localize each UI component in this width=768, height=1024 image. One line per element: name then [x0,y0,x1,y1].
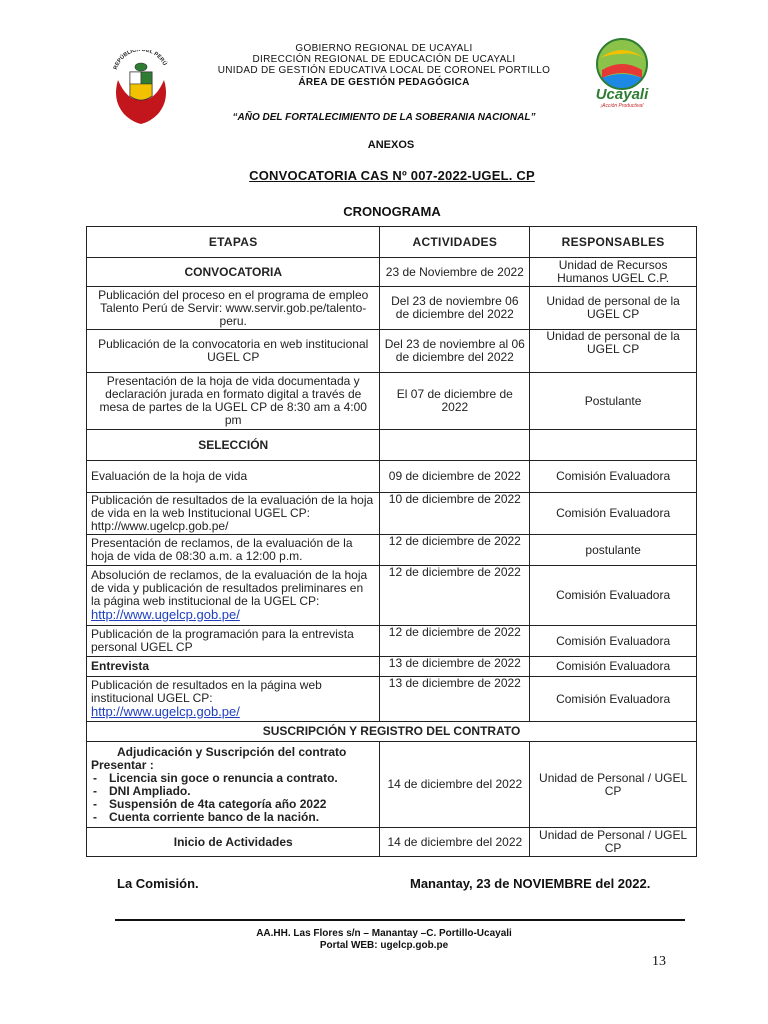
signoff-comision: La Comisión. [117,876,199,891]
ugelcp-link[interactable]: http://www.ugelcp.gob.pe/ [91,607,240,622]
row-actividad: 13 de diciembre de 2022 [380,657,530,677]
row-responsable: Comisión Evaluadora [530,657,697,677]
footer-divider [115,919,685,921]
row-etapa-cell [87,677,380,722]
row-etapa: Publicación de resultados en la página web institucional UGEL CP: [91,678,322,705]
header-actividades: ACTIVIDADES [380,227,530,258]
row-etapa: Publicación de la convocatoria en web institucional UGEL CP [87,330,380,373]
row-responsable: Unidad de Personal / UGEL CP [530,742,697,828]
section-seleccion: SELECCIÓN [87,430,380,461]
row-responsable: Unidad de personal de la UGEL CP [530,330,697,373]
table-row [87,493,697,535]
slogan: “AÑO DEL FORTALECIMIENTO DE LA SOBERANIA NACIONAL” [232,112,536,123]
table-row [87,566,697,626]
row-etapa-cell [87,566,380,626]
row-responsable: Postulante [530,373,697,430]
page-number: 13 [652,954,666,969]
header-etapas: ETAPAS [87,227,380,258]
list-item: - DNI Ampliado. [109,785,375,798]
row-responsable: Comisión Evaluadora [530,566,697,626]
table-row [87,742,697,828]
row-etapa: Presentación de reclamos, de la evaluación de la hoja de vida de 08:30 a.m. a 12:00 p.m. [87,535,380,566]
row-responsable: Comisión Evaluadora [530,461,697,493]
table-row [87,677,697,722]
row-actividad: El 07 de diciembre de 2022 [380,373,530,430]
table-header-row [87,227,697,258]
header-unidad: UNIDAD DE GESTIÓN EDUCATIVA LOCAL DE CORONEL PORTILLO [217,65,551,76]
list-item: - Cuenta corriente banco de la nación. [109,811,375,824]
table-row [87,258,697,287]
row-etapa: Absolución de reclamos, de la evaluación de la hoja de vida y publicación de resultados preliminares en la página web institucional de la UGEL CP: [91,568,368,608]
table-row [87,657,697,677]
header-responsables: RESPONSABLES [530,227,697,258]
cronograma-table [86,226,697,857]
row-actividad: 13 de diciembre de 2022 [380,677,530,722]
svg-text:REPÚBLICA DEL PERÚ: REPÚBLICA DEL PERÚ [112,50,168,71]
row-actividad: 09 de diciembre de 2022 [380,461,530,493]
row-etapa: Entrevista [87,657,380,677]
row-actividad: 14 de diciembre del 2022 [380,828,530,857]
empty-cell [530,430,697,461]
row-etapa: Publicación de resultados de la evaluación de la hoja de vida en la web Institucional UGEL CP: http://www.ugelcp.gob.pe/ [87,493,380,535]
requirements-list [91,772,375,824]
document-title: CONVOCATORIA CAS Nº 007-2022-UGEL. CP [249,168,535,183]
row-actividad: Del 23 de noviembre al 06 de diciembre del 2022 [380,330,530,373]
header-area: ÁREA DE GESTIÓN PEDAGÓGICA [298,77,470,88]
signoff-date: Manantay, 23 de NOVIEMBRE del 2022. [410,876,651,891]
row-actividad: 14 de diciembre del 2022 [380,742,530,828]
row-actividad: 12 de diciembre de 2022 [380,535,530,566]
header-direccion: DIRECCIÓN REGIONAL DE EDUCACIÓN DE UCAYALI [252,54,516,65]
row-etapa: Publicación de la programación para la entrevista personal UGEL CP [87,626,380,657]
table-row [87,461,697,493]
row-etapa: Inicio de Actividades [87,828,380,857]
row-actividad: 12 de diciembre de 2022 [380,626,530,657]
footer-address: AA.HH. Las Flores s/n – Manantay –C. Portillo-Ucayali [256,928,512,939]
header-gobierno: GOBIERNO REGIONAL DE UCAYALI [295,43,473,54]
empty-cell [380,430,530,461]
footer-portal: Portal WEB: ugelcp.gob.pe [319,940,449,951]
table-row [87,626,697,657]
table-row [87,330,697,373]
adjudicacion-title: Adjudicación y Suscripción del contrato [117,744,347,759]
row-responsable: postulante [530,535,697,566]
row-etapa-cell [87,742,380,828]
table-row [87,287,697,330]
section-contrato: SUSCRIPCIÓN Y REGISTRO DEL CONTRATO [87,722,697,742]
row-responsable: Comisión Evaluadora [530,493,697,535]
row-actividad: 10 de diciembre de 2022 [380,493,530,535]
svg-text:¡Acción Productiva!: ¡Acción Productiva! [600,103,644,108]
cronograma-subtitle: CRONOGRAMA [343,204,441,219]
row-responsable: Unidad de personal de la UGEL CP [530,287,697,330]
section-row-contrato [87,722,697,742]
row-actividad: Del 23 de noviembre 06 de diciembre del 2022 [380,287,530,330]
row-actividad: 23 de Noviembre de 2022 [380,258,530,287]
list-item: - Suspensión de 4ta categoría año 2022 [109,798,375,811]
svg-text:Ucayali: Ucayali [595,86,649,103]
row-responsable: Unidad de Personal / UGEL CP [530,828,697,857]
table-row [87,373,697,430]
list-item: - Licencia sin goce o renuncia a contrato. [109,772,375,785]
table-row [87,828,697,857]
row-responsable: Unidad de Recursos Humanos UGEL C.P. [530,258,697,287]
row-etapa: Presentación de la hoja de vida documentada y declaración jurada en formato digital a través de mesa de partes de la UGEL CP de 8:30 am a 4:00 pm [87,373,380,430]
row-responsable: Comisión Evaluadora [530,626,697,657]
ugelcp-link[interactable]: http://www.ugelcp.gob.pe/ [91,704,240,719]
row-responsable: Comisión Evaluadora [530,677,697,722]
row-etapa: Evaluación de la hoja de vida [87,461,380,493]
section-row-seleccion [87,430,697,461]
row-etapa: Publicación del proceso en el programa de empleo Talento Perú de Servir: www.servir.gob.pe/talento-peru. [87,287,380,330]
presentar-label: Presentar : [91,757,154,772]
table-row [87,535,697,566]
annex-label: ANEXOS [367,139,415,151]
row-actividad: 12 de diciembre de 2022 [380,566,530,626]
ucayali-region-logo [582,36,662,108]
row-etapa: CONVOCATORIA [87,258,380,287]
